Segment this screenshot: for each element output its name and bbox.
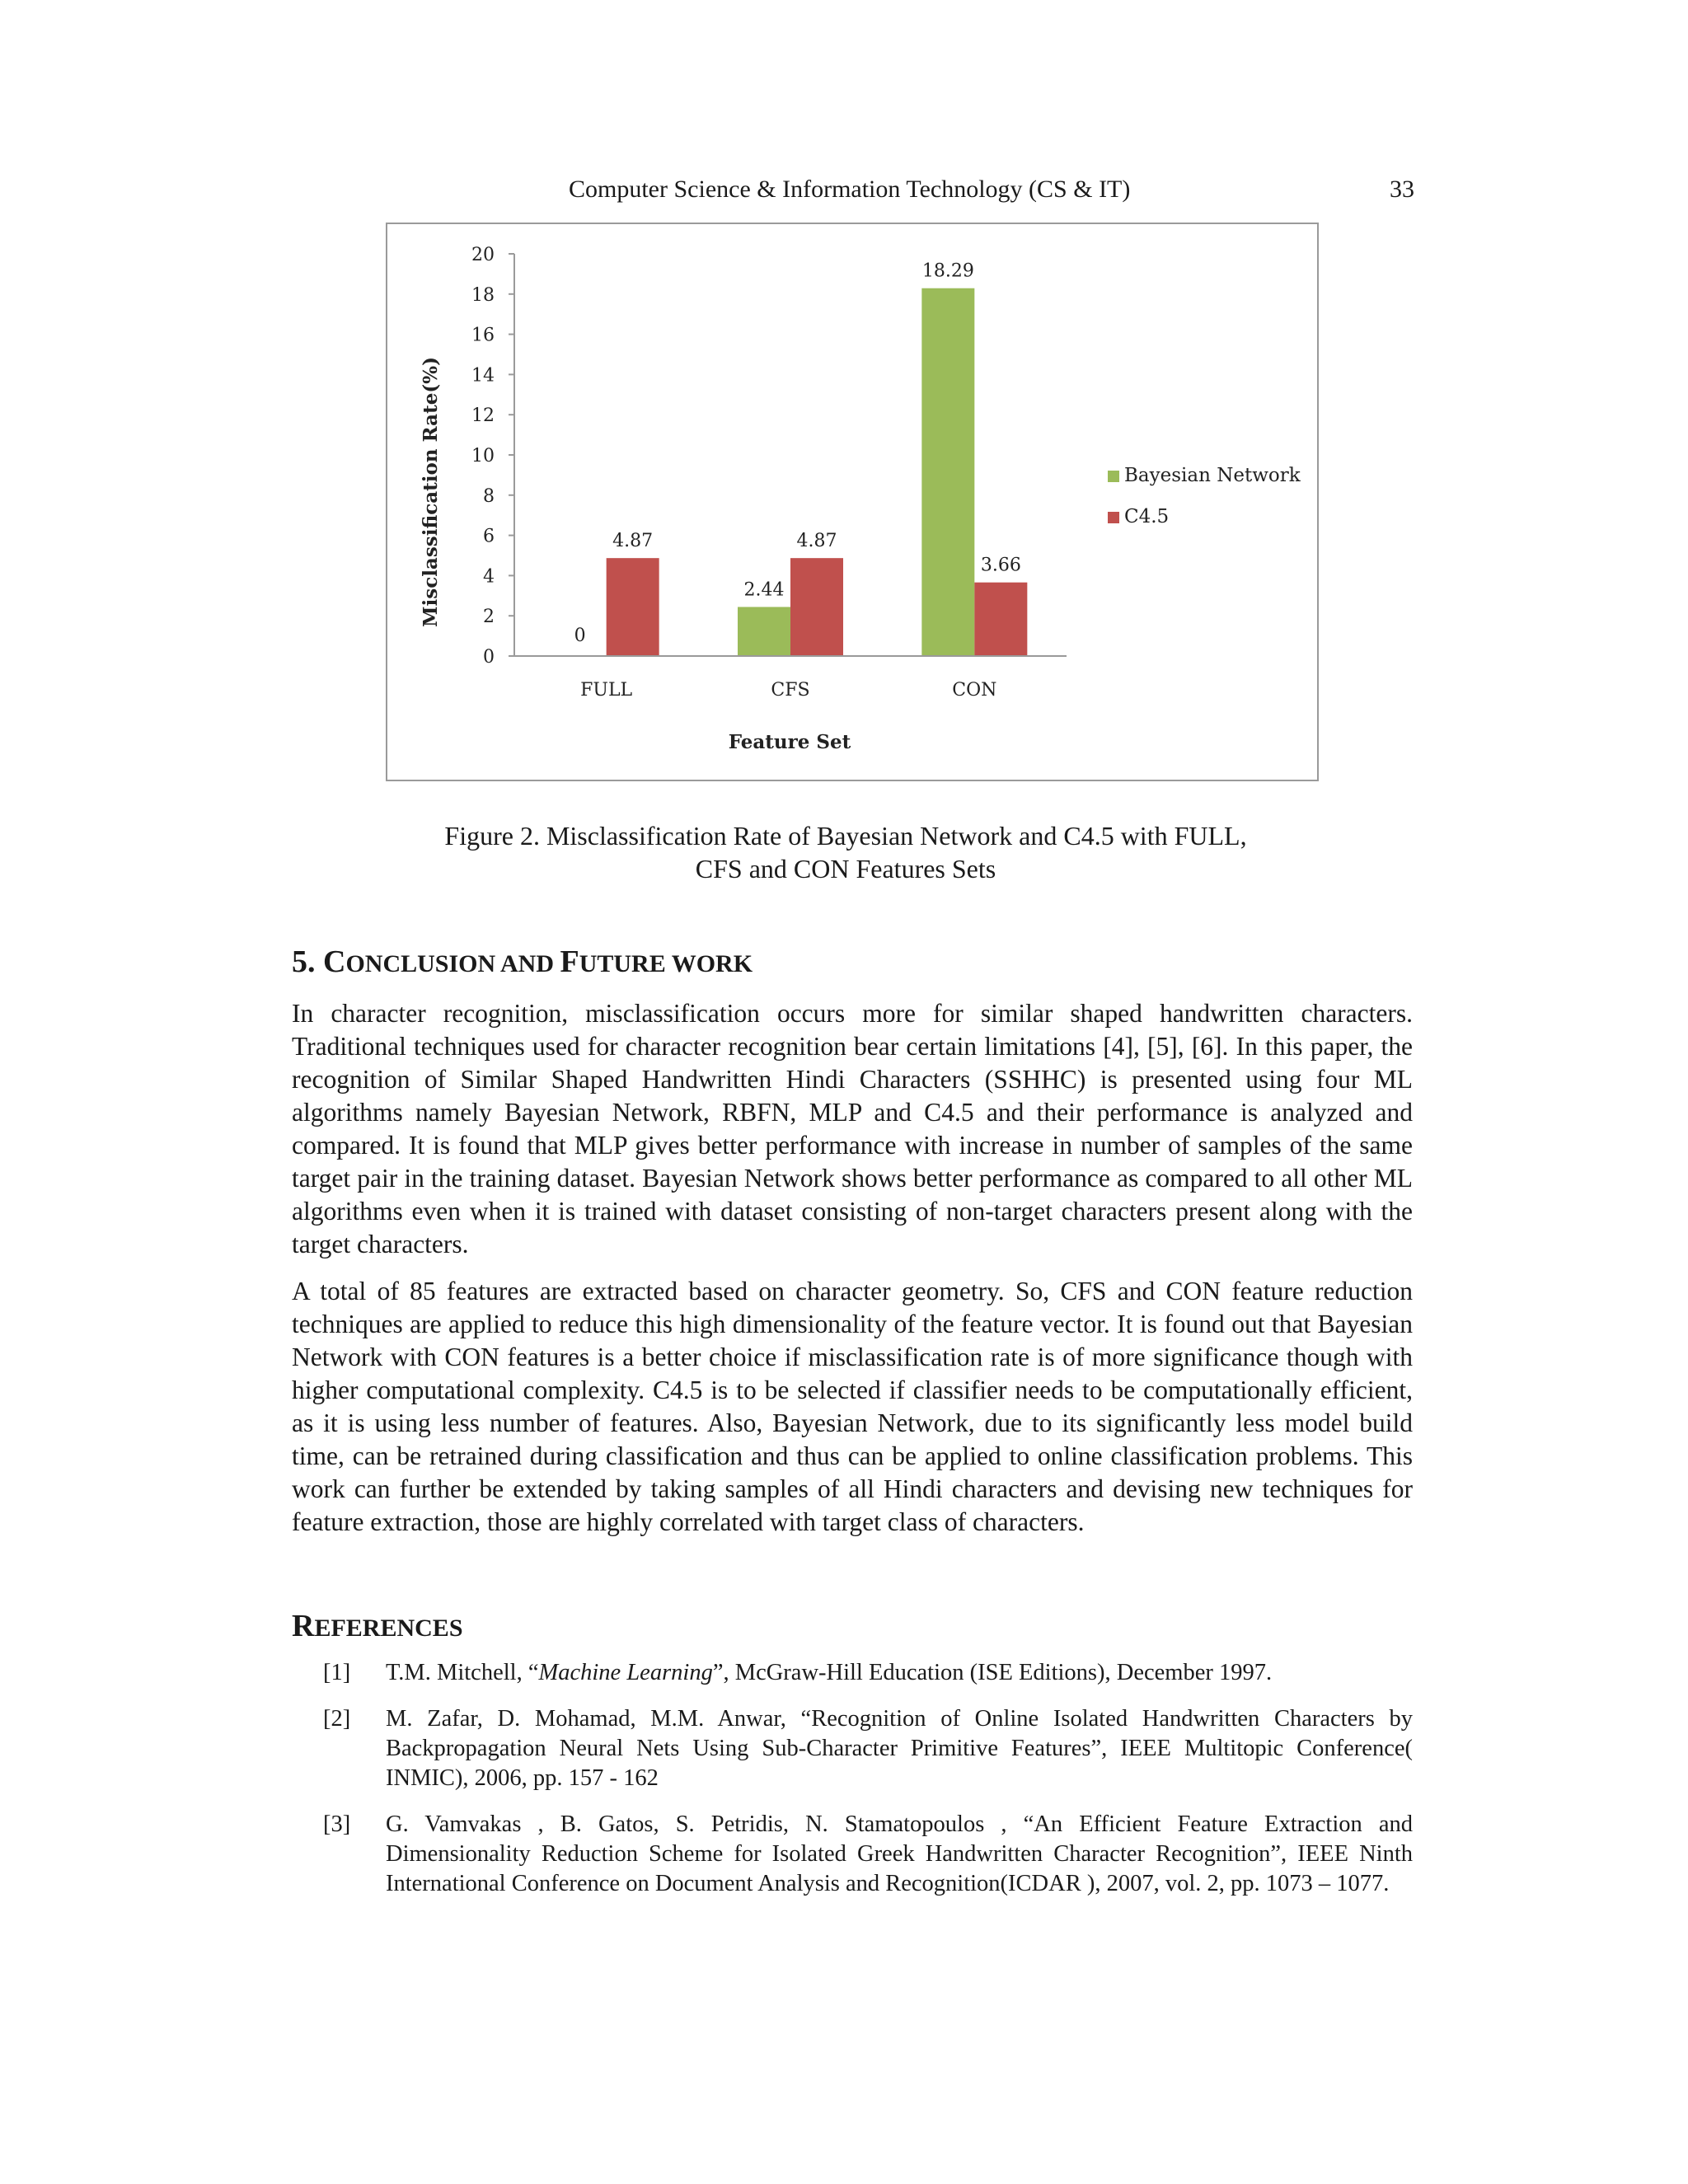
y-tick-label: 14 <box>471 365 495 387</box>
legend-swatch <box>1108 512 1119 523</box>
figure-caption <box>387 819 1304 885</box>
legend <box>1108 465 1301 527</box>
x-tick-label: CON <box>952 680 997 701</box>
bar <box>607 558 659 656</box>
bar <box>738 607 790 656</box>
y-tick-label: 8 <box>483 485 495 507</box>
data-label: 3.66 <box>980 555 1021 576</box>
legend-label: C4.5 <box>1124 506 1170 527</box>
reference-text: G. Vamvakas , B. Gatos, S. Petridis, N. Stamatopoulos , “An Efficient Feature Extraction and Dimensionality Reduction Scheme for Isolated Greek Handwritten Character Recognition”, IEEE Ninth International Conference on Document Analysis and Recognition(ICDAR ), 2007, vol. 2, pp. 1073 – 1077. <box>386 1811 1413 1896</box>
bar <box>790 558 843 656</box>
y-axis <box>471 245 514 668</box>
reference-item <box>323 1704 1413 1793</box>
data-label: 4.87 <box>612 531 654 552</box>
bar <box>921 288 974 656</box>
reference-number: [1] <box>323 1660 351 1685</box>
section-title-cap-2: F <box>560 944 579 979</box>
references-heading <box>292 1607 463 1647</box>
section-title-cap-1: C <box>323 944 346 979</box>
references-heading-rest: EFERENCES <box>314 1615 463 1642</box>
y-tick-label: 10 <box>471 446 495 466</box>
section-title-part-2: UTURE WORK <box>579 950 753 977</box>
x-axis-label: Feature Set <box>728 731 851 753</box>
legend-label: Bayesian Network <box>1124 465 1301 486</box>
y-tick-label: 2 <box>483 607 495 628</box>
y-axis-label: Misclassification Rate(%) <box>420 357 442 627</box>
reference-item <box>323 1658 1413 1688</box>
y-tick-label: 0 <box>483 647 495 668</box>
y-tick-label: 6 <box>483 526 495 547</box>
caption-line-2: CFS and CON Features Sets <box>695 854 996 883</box>
x-tick-label: CFS <box>771 680 810 701</box>
legend-swatch <box>1108 471 1119 482</box>
reference-text <box>386 1658 1413 1688</box>
journal-title: Computer Science & Information Technology (CS & IT) <box>569 176 1131 203</box>
reference-text-pre: T.M. Mitchell, “ <box>386 1660 539 1685</box>
data-label: 2.44 <box>743 579 785 601</box>
bars <box>574 261 1028 656</box>
page-number: 33 <box>1390 176 1414 203</box>
reference-number: [2] <box>323 1706 351 1732</box>
reference-title-italic: Machine Learning <box>538 1660 713 1685</box>
data-label: 0 <box>574 626 586 646</box>
y-tick-label: 12 <box>471 405 495 427</box>
references-heading-cap: R <box>292 1609 315 1643</box>
reference-number: [3] <box>323 1811 351 1837</box>
section-number: 5. <box>292 944 323 979</box>
reference-item <box>323 1810 1413 1899</box>
y-tick-label: 20 <box>471 245 495 265</box>
data-label: 4.87 <box>796 531 837 552</box>
caption-line-1: Figure 2. Misclassification Rate of Bayesian Network and C4.5 with FULL, <box>444 821 1247 851</box>
conclusion-paragraph-1: In character recognition, misclassification occurs more for similar shaped handwritten characters. Traditional techniques used for character recognition bear certain limitations [4], [5], [6]. In this paper, the recognition of Similar Shaped Handwritten Hindi Characters (SSHHC) is presented using four ML algorithms namely Bayesian Network, RBFN, MLP and C4.5 and their performance is analyzed and compared. It is found that MLP gives better performance with increase in number of samples of the same target pair in the training dataset. Bayesian Network shows better performance as compared to all other ML algorithms even when it is trained with dataset consisting of non-target characters present along with the target characters. <box>292 999 1413 1258</box>
x-tick-label: FULL <box>580 680 633 701</box>
section-heading <box>292 943 753 983</box>
y-tick-label: 18 <box>471 284 495 306</box>
conclusion-paragraph-2: A total of 85 features are extracted based on character geometry. So, CFS and CON feature reduction techniques are applied to reduce this high dimensionality of the feature vector. It is found out that Bayesian Network with CON features is a better choice if misclassification rate is of more significance though with higher computational complexity. C4.5 is to be selected if classifier needs to be computationally efficient, as it is using less number of features. Also, Bayesian Network, due to its significantly less model build time, can be retrained during classification and thus can be applied to online classification problems. This work can further be extended by taking samples of all Hindi characters and devising new techniques for feature extraction, those are highly correlated with target class of characters. <box>292 1277 1413 1536</box>
section-title-part-1: ONCLUSION AND <box>345 950 560 977</box>
bar <box>974 583 1027 656</box>
bar-chart <box>387 224 1317 780</box>
data-label: 18.29 <box>921 260 974 282</box>
reference-text-post: ”, McGraw-Hill Education (ISE Editions), December 1997. <box>712 1660 1273 1685</box>
figure-2-chart <box>386 223 1319 781</box>
reference-text: M. Zafar, D. Mohamad, M.M. Anwar, “Recognition of Online Isolated Handwritten Characters by Backpropagation Neural Nets Using Sub-Character Primitive Features”, IEEE Multitopic Conference( INMIC), 2006, pp. 157 - 162 <box>386 1706 1413 1791</box>
x-axis <box>514 656 1067 701</box>
y-tick-label: 4 <box>483 566 495 588</box>
y-tick-label: 16 <box>471 325 495 346</box>
